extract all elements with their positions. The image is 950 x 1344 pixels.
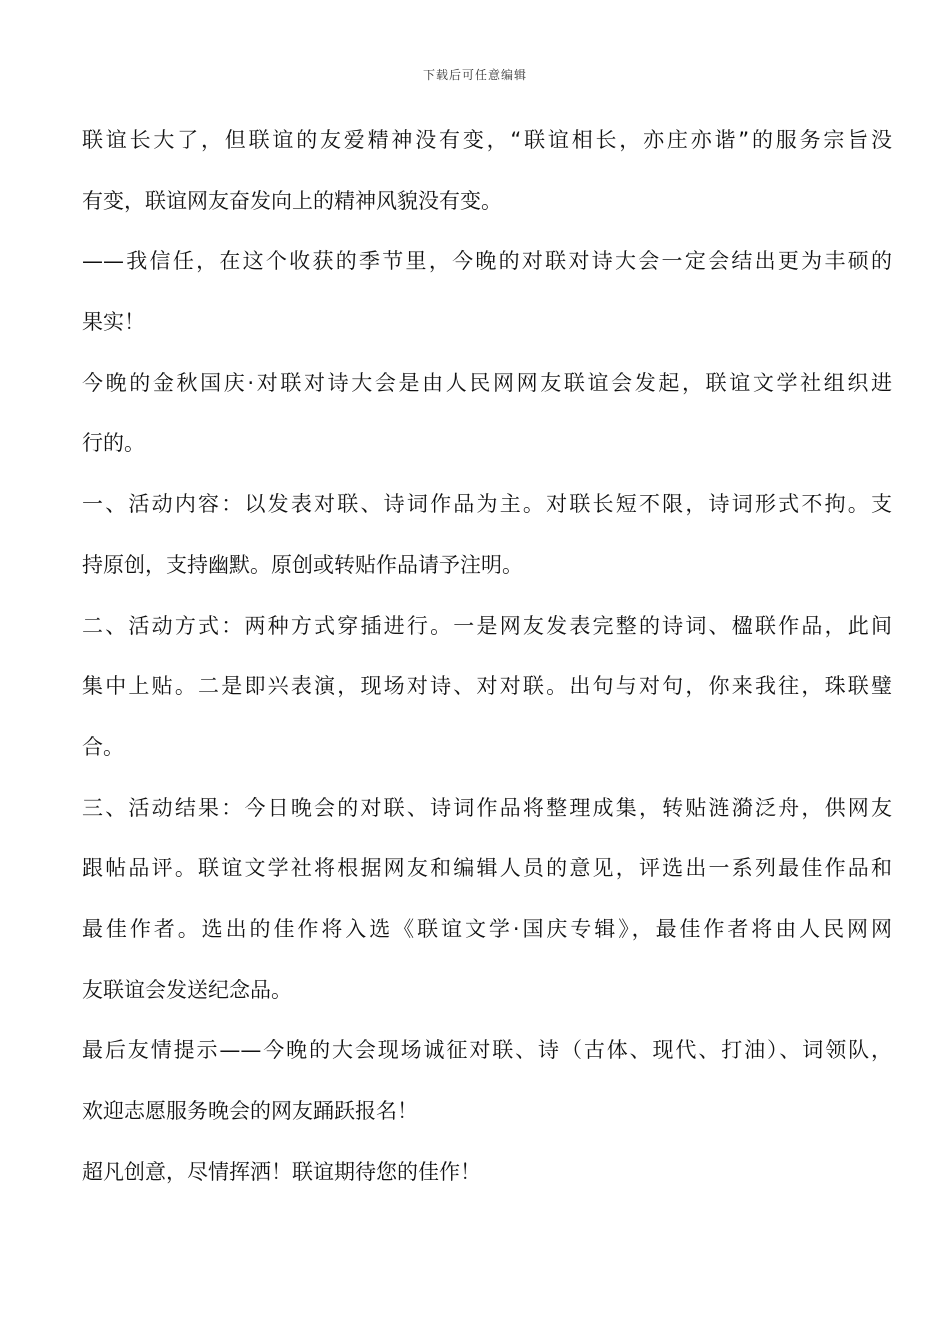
text-line: 合。 (82, 734, 124, 759)
document-body (82, 110, 892, 1202)
text-line: 有变，联谊网友奋发向上的精神风貌没有变。 (82, 188, 502, 213)
text-line: 三、活动结果：今日晚会的对联、诗词作品将整理成集，转贴涟漪泛舟，供网友 (82, 795, 892, 820)
text-line: 二、活动方式：两种方式穿插进行。一是网友发表完整的诗词、楹联作品，此间 (82, 613, 892, 638)
text-line: 一、活动内容：以发表对联、诗词作品为主。对联长短不限，诗词形式不拘。支 (82, 492, 892, 517)
text-line: 果实！ (82, 310, 145, 335)
text-line: 今晚的金秋国庆·对联对诗大会是由人民网网友联谊会发起，联谊文学社组织进 (82, 370, 892, 395)
text-line: 持原创，支持幽默。原创或转贴作品请予注明。 (82, 552, 523, 577)
text-line: 联谊长大了，但联谊的友爱精神没有变，“联谊相长，亦庄亦谐”的服务宗旨没 (82, 128, 892, 152)
text-line: 集中上贴。二是即兴表演，现场对诗、对对联。出句与对句，你来我往，珠联璧 (82, 674, 892, 699)
text-line: 行的。 (82, 431, 145, 456)
text-line: 最佳作者。选出的佳作将入选《联谊文学·国庆专辑》，最佳作者将由人民网网 (82, 916, 892, 941)
text-line: 欢迎志愿服务晚会的网友踊跃报名！ (82, 1099, 418, 1123)
text-line: 超凡创意，尽情挥洒！联谊期待您的佳作！ (82, 1159, 481, 1184)
text-line: 友联谊会发送纪念品。 (82, 977, 292, 1002)
text-line: 跟帖品评。联谊文学社将根据网友和编辑人员的意见，评选出一系列最佳作品和 (82, 856, 892, 881)
header-note: 下载后可任意编辑 (422, 68, 527, 82)
text-line: 最后友情提示——今晚的大会现场诚征对联、诗（古体、现代、打油）、词领队， (82, 1038, 892, 1063)
text-line: ——我信任，在这个收获的季节里，今晚的对联对诗大会一定会结出更为丰硕的 (82, 249, 892, 274)
